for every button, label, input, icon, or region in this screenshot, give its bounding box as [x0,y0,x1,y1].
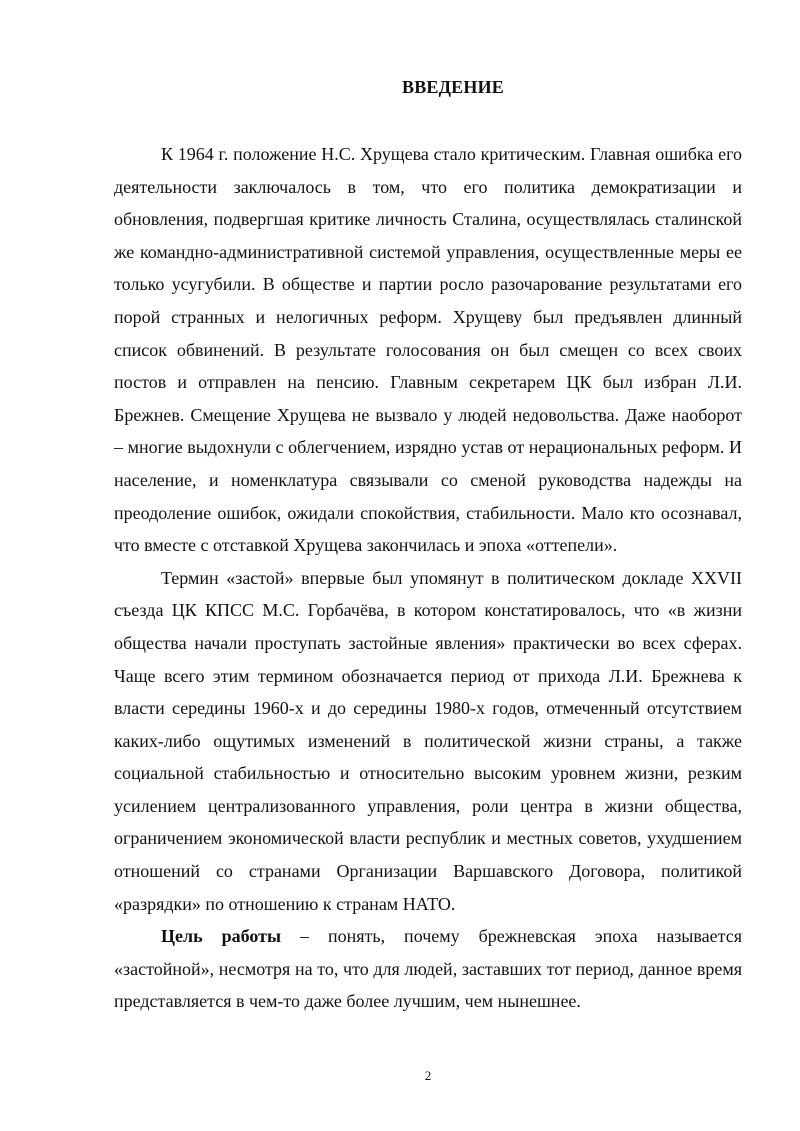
paragraph-intro-text: К 1964 г. положение Н.С. Хрущева стало критическим. Главная ошибка его деятельности заключалось в том, что его политика демократизации и обновления, подвергшая критике личность Сталина, осуществлялась сталинской же командно-административной системой управления, осуществленные меры ее только усугубили. В обществе и партии росло разочарование результатами его порой странных и нелогичных реформ. Хрущеву был предъявлен длинный список обвинений. В результате голосования он был смещен со всех своих постов и отправлен на пенсию. Главным секретарем ЦК был избран Л.И. Брежнев. Смещение Хрущева не вызвало у людей недовольства. Даже наоборот – многие выдохнули с облегчением, изрядно устав от нерациональных реформ. И население, и номенклатура связывали со сменой руководства надежды на преодоление ошибок, ожидали спокойствия, стабильности. Мало кто осознавал, что вместе с отставкой Хрущева закончилась и эпоха «оттепели». [114,144,742,556]
section-title: ВВЕДЕНИЕ [401,77,504,97]
paragraph-goal [114,920,742,1018]
page-number: 2 [424,1068,432,1083]
paragraph-term-text: Термин «застой» впервые был упомянут в политическом докладе XXVII съезда ЦК КПСС М.С. Горбачёва, в котором констатировалось, что «в жизни общества начали проступать застойные явления» практически во всех сферах. Чаще всего этим термином обозначается период от прихода Л.И. Брежнева к власти середины 1960-х и до середины 1980-х годов, отмеченный отсутствием каких-либо ощутимых изменений в политической жизни страны, а также социальной стабильностью и относительно высоким уровнем жизни, резким усилением централизованного управления, роли центра в жизни общества, ограничением экономической власти республик и местных советов, ухудшением отношений со странами Организации Варшавского Договора, политикой «разрядки» по отношению к странам НАТО. [114,567,742,914]
document-body [114,138,742,1018]
paragraph-term [114,562,742,921]
paragraph-goal-text: – понять, почему брежневская эпоха называется «застойной», несмотря на то, что для людей, заставших тот период, данное время представляется в чем-то даже более лучшим, чем нынешнее. [114,926,742,1012]
goal-lead: Цель работы [161,926,282,947]
paragraph-intro [114,138,742,562]
